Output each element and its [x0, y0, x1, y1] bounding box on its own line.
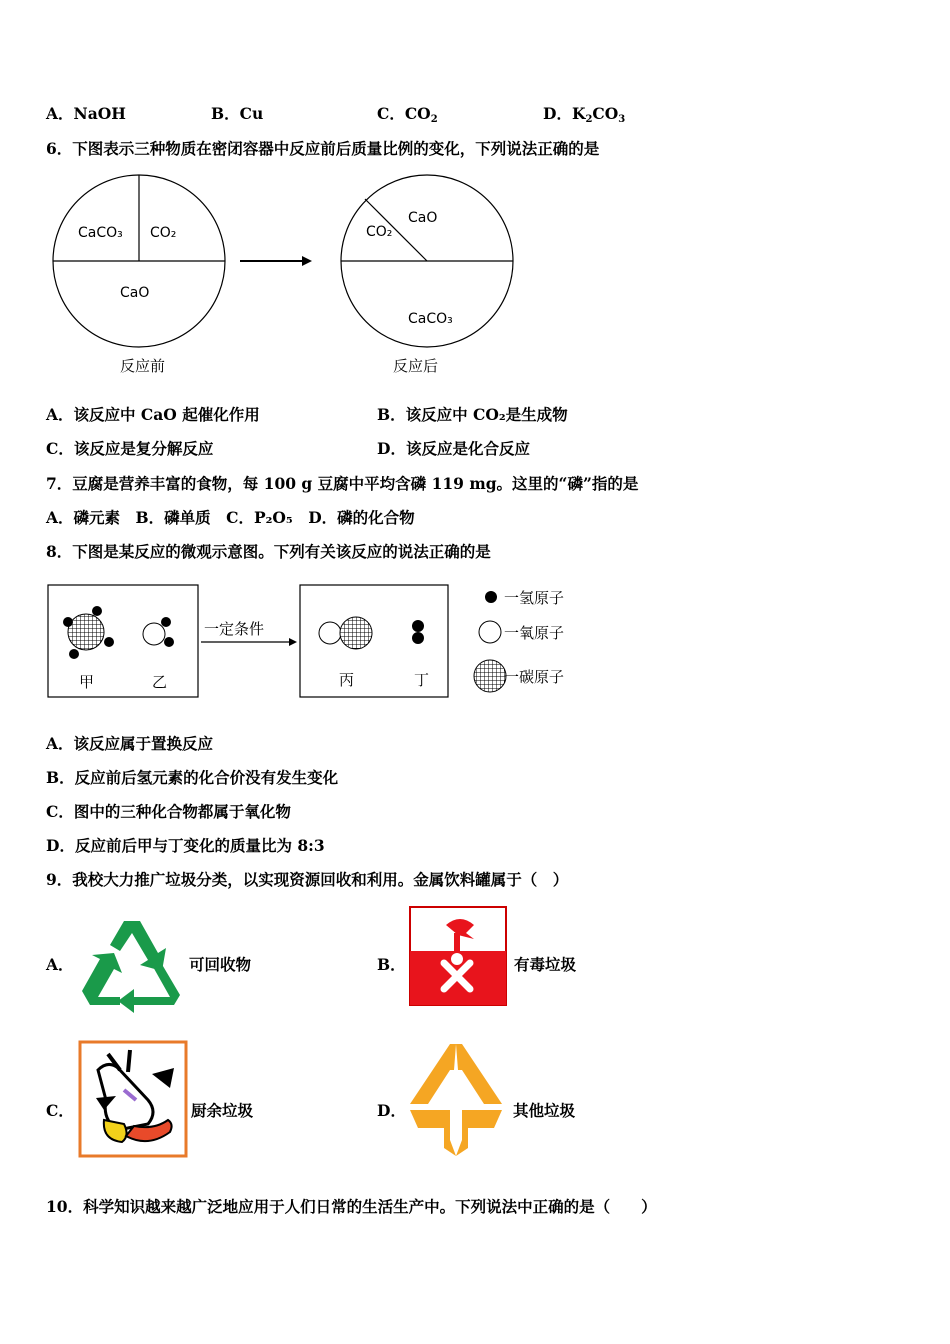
- q7-stem: 7．豆腐是营养丰富的食物，每 100 g 豆腐中平均含磷 119 mg。这里的“磷”指的是: [46, 474, 639, 493]
- q9-option-d-label: 其他垃圾: [513, 1101, 576, 1120]
- q10-stem: 10．科学知识越来越广泛地应用于人们日常的生活生产中。下列说法中正确的是（ ）: [46, 1197, 657, 1216]
- legend-oxygen: 一氧原子: [504, 624, 565, 642]
- before-co2-label: CO₂: [150, 225, 177, 241]
- q8-option-d: D．反应前后甲与丁变化的质量比为 8:3: [46, 836, 325, 855]
- carbon-legend-icon: [474, 660, 506, 692]
- q6-option-d: D．该反应是化合反应: [377, 439, 530, 458]
- q9-option-a-letter: A．: [46, 955, 74, 974]
- label-yi: 乙: [152, 673, 168, 691]
- q9-option-d-letter: D．: [377, 1101, 406, 1120]
- q5-option-d: D．$K_2CO_3$: [543, 104, 626, 125]
- q5-option-c: C．$CO_2$: [377, 104, 438, 125]
- condition-arrow-head: [289, 638, 297, 646]
- label-bing: 丙: [339, 671, 355, 689]
- q7-options: A．磷元素 B．磷单质 C．P₂O₅ D．磷的化合物: [46, 508, 415, 527]
- q8-micro-diagram: [44, 580, 604, 705]
- hazardous-icon: [408, 905, 508, 1007]
- before-caption: 反应前: [120, 357, 166, 375]
- before-cao-label: CaO: [120, 285, 150, 301]
- q6-option-a: A．该反应中 CaO 起催化作用: [46, 405, 260, 424]
- kitchen-waste-icon: [78, 1040, 188, 1158]
- before-caco3-label: CaCO₃: [78, 225, 123, 241]
- oxygen-legend-icon: [479, 621, 501, 643]
- label-jia: 甲: [79, 673, 95, 691]
- q8-option-c: C．图中的三种化合物都属于氧化物: [46, 802, 291, 821]
- legend-hydrogen: 一氢原子: [504, 589, 565, 607]
- legend-carbon: 一碳原子: [504, 668, 565, 686]
- condition-label: 一定条件: [204, 620, 265, 638]
- q9-option-a-label: 可回收物: [189, 955, 252, 974]
- q9-option-b-letter: B．: [377, 955, 406, 974]
- q9-option-c-letter: C．: [46, 1101, 74, 1120]
- recycle-icon: [78, 913, 186, 1013]
- q6-option-b: B．该反应中 CO₂是生成物: [377, 405, 568, 424]
- q5-option-b: B．Cu: [211, 104, 264, 123]
- q9-option-b-label: 有毒垃圾: [514, 955, 577, 974]
- hydrogen-legend-icon: [485, 591, 497, 603]
- label-ding: 丁: [414, 671, 430, 689]
- after-co2-label: CO₂: [366, 224, 393, 240]
- q8-option-a: A．该反应属于置换反应: [46, 734, 214, 753]
- q6-pie-diagram: [40, 168, 530, 383]
- q8-option-b: B．反应前后氢元素的化合价没有发生变化: [46, 768, 339, 787]
- after-caco3-label: CaCO₃: [408, 311, 453, 327]
- after-cao-label: CaO: [408, 210, 438, 226]
- other-waste-icon: [406, 1040, 506, 1158]
- q9-option-c-label: 厨余垃圾: [191, 1101, 254, 1120]
- q5-option-a: A．NaOH: [46, 104, 126, 123]
- q9-stem: 9．我校大力推广垃圾分类，以实现资源回收和利用。金属饮料罐属于（ ）: [46, 870, 569, 889]
- after-caption: 反应后: [393, 357, 439, 375]
- q6-stem: 6．下图表示三种物质在密闭容器中反应前后质量比例的变化，下列说法正确的是: [46, 139, 600, 158]
- q6-option-c: C．该反应是复分解反应: [46, 439, 214, 458]
- arrow-head: [302, 256, 312, 266]
- q8-stem: 8．下图是某反应的微观示意图。下列有关该反应的说法正确的是: [46, 542, 491, 561]
